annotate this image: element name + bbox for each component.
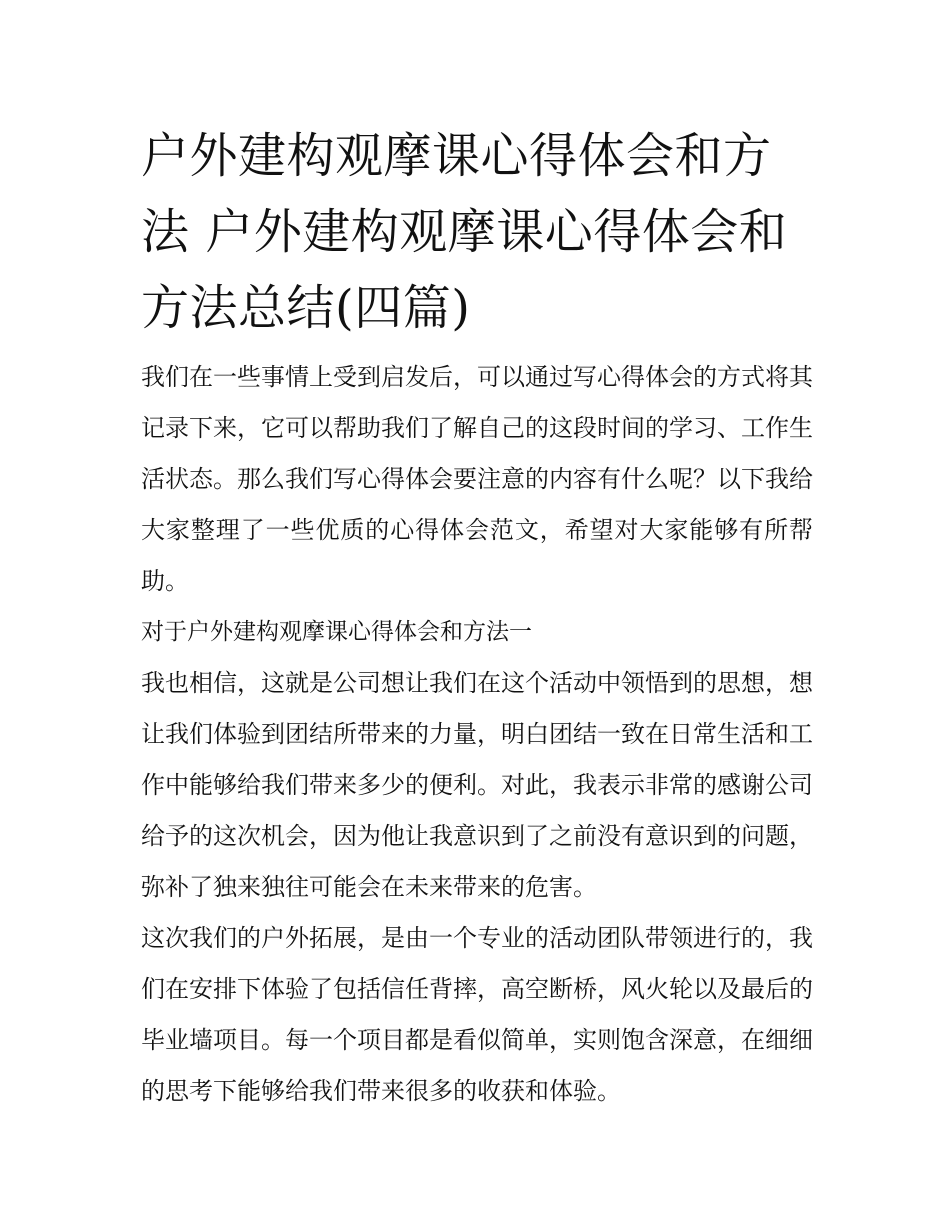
- document-content: [141, 118, 813, 1117]
- section-heading: 对于户外建构观摩课心得体会和方法一: [141, 619, 532, 645]
- intro-paragraph: 我们在一些事情上受到启发后，可以通过写心得体会的方式将其记录下来，它可以帮助我们了解自己的这段时间的学习、工作生活状态。那么我们写心得体会要注意的内容有什么呢？以下我给大家整理了一些优质的心得体会范文，希望对大家能够有所帮助。: [141, 363, 813, 595]
- body-paragraph-1: 我也相信，这就是公司想让我们在这个活动中领悟到的思想，想让我们体验到团结所带来的力量，明白团结一致在日常生活和工作中能够给我们带来多少的便利。对此，我表示非常的感谢公司给予的这次机会，因为他让我意识到了之前没有意识到的问题，弥补了独来独往可能会在未来带来的危害。: [141, 669, 813, 901]
- body-paragraph-2: 这次我们的户外拓展，是由一个专业的活动团队带领进行的，我们在安排下体验了包括信任背摔，高空断桥，风火轮以及最后的毕业墙项目。每一个项目都是看似简单，实则饱含深意，在细细的思考下能够给我们带来很多的收获和体验。: [141, 924, 813, 1105]
- document-title: 户外建构观摩课心得体会和方法 户外建构观摩课心得体会和方法总结(四篇): [141, 128, 788, 336]
- document-body: [141, 352, 813, 1117]
